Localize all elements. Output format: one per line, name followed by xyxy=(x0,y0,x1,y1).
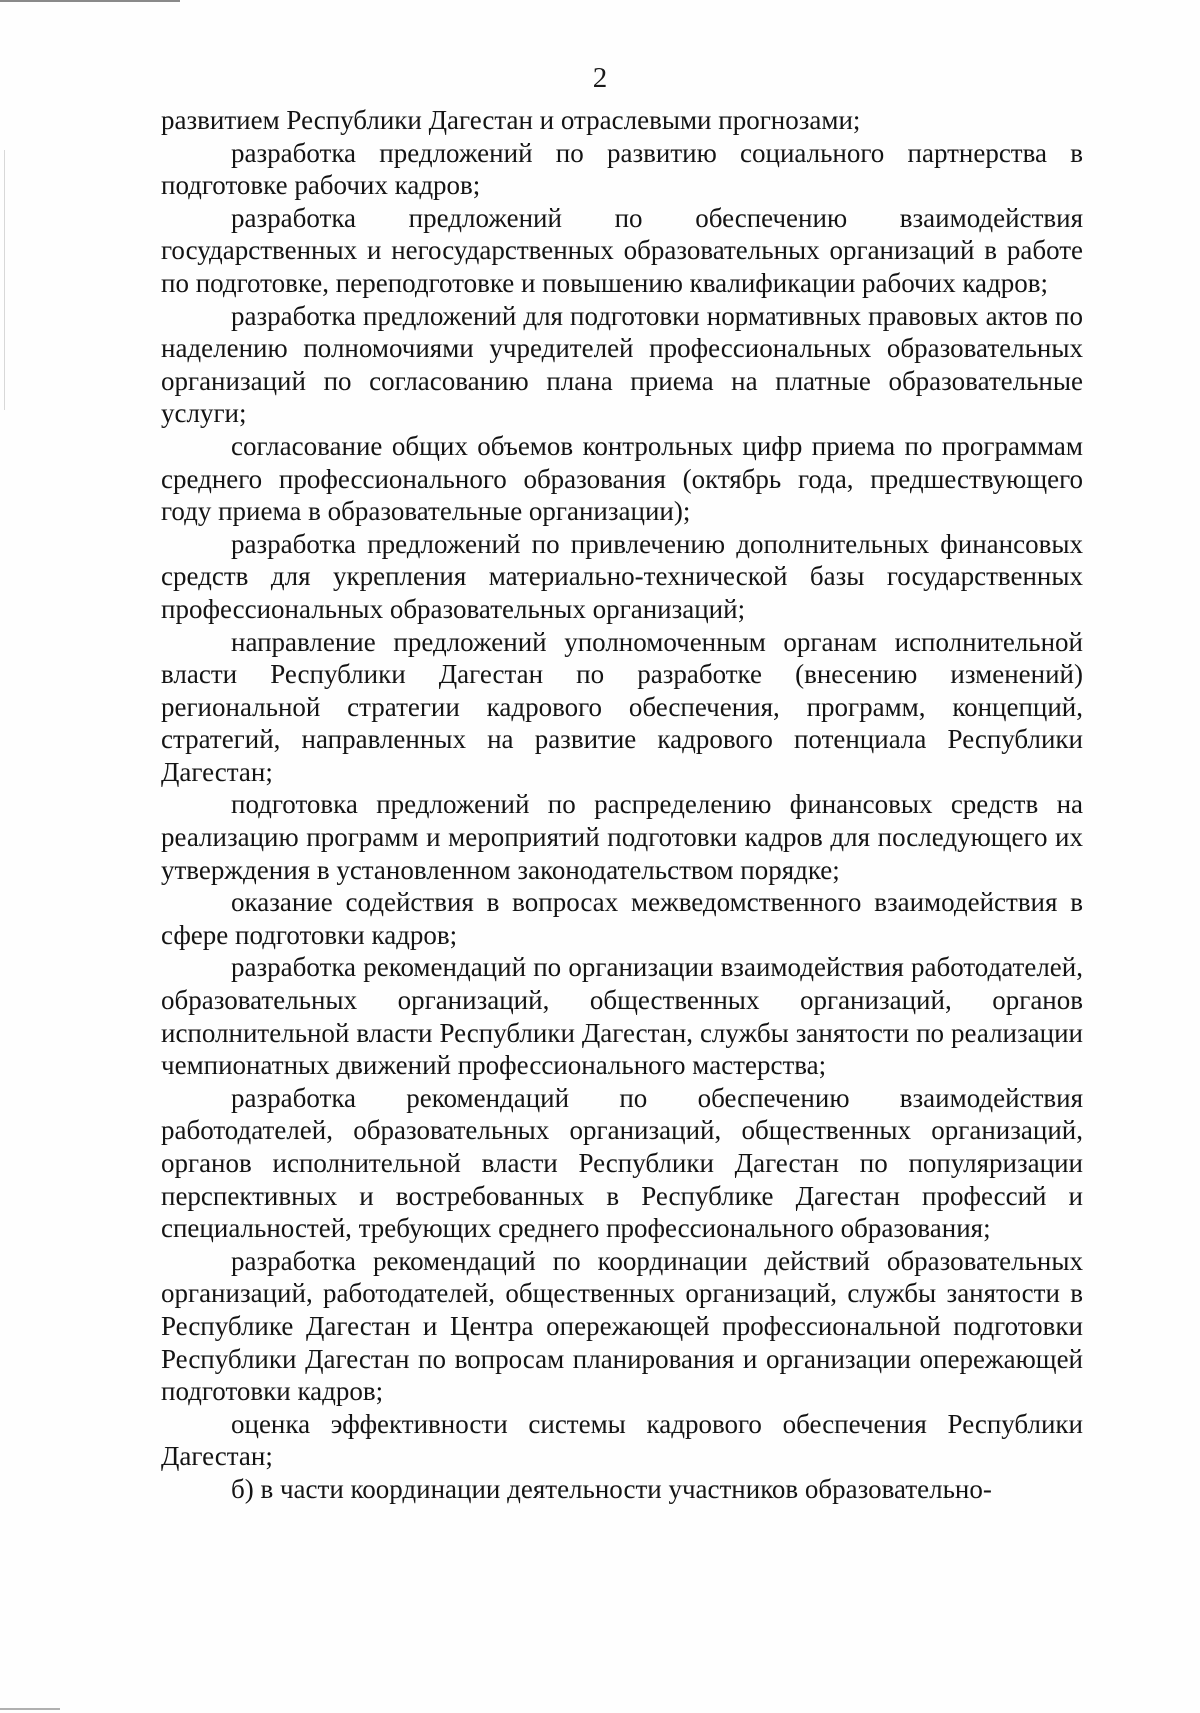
paragraph: разработка предложений по привлечению дополнительных финансовых средств для укрепления материально-технической базы государственных профессиональных образовательных организаций; xyxy=(161,528,1083,624)
paragraph: подготовка предложений по распределению финансовых средств на реализацию программ и мероприятий подготовки кадров для последующего их утверждения в установленном законодательством порядке; xyxy=(161,789,1083,885)
paragraph: оказание содействия в вопросах межведомственного взаимодействия в сфере подготовки кадров; xyxy=(161,887,1083,950)
page-number: 2 xyxy=(592,62,608,94)
paragraph: разработка рекомендаций по организации взаимодействия работодателей, образовательных организаций, общественных организаций, органов исполнительной власти Республики Дагестан, службы занятости по реализации чемпионатных движений профессионального мастерства; xyxy=(161,952,1083,1081)
paragraph: б) в части координации деятельности участников образовательно- xyxy=(231,1473,992,1504)
scan-edge-mark xyxy=(0,0,180,2)
document-body xyxy=(161,104,1083,1506)
paragraph: разработка предложений по развитию социального партнерства в подготовке рабочих кадров; xyxy=(161,137,1083,201)
paragraph: направление предложений уполномоченным органам исполнительной власти Республики Дагестан по разработке (внесению изменений) региональной стратегии кадрового обеспечения, программ, концепций, стратегий, направленных на развитие кадрового потенциала Республики Дагестан; xyxy=(161,626,1083,787)
scan-edge-mark xyxy=(4,150,5,410)
paragraph: согласование общих объемов контрольных цифр приема по программам среднего профессионального образования (октябрь года, предшествующего году приема в образовательные организации); xyxy=(161,430,1083,527)
paragraph: разработка предложений для подготовки нормативных правовых актов по наделению полномочиями учредителей профессиональных образовательных организаций по согласованию плана приема на платные образовательные услуги; xyxy=(161,300,1083,429)
paragraph: оценка эффективности системы кадрового обеспечения Республики Дагестан; xyxy=(161,1408,1083,1472)
paragraph: разработка рекомендаций по обеспечению взаимодействия работодателей, образовательных организаций, общественных организаций, органов исполнительной власти Республики Дагестан по популяризации перспективных и востребованных в Республике Дагестан профессий и специальностей, требующих среднего профессионального образования; xyxy=(161,1082,1083,1244)
paragraph: разработка рекомендаций по координации действий образовательных организаций, работодателей, общественных организаций, службы занятости в Республике Дагестан и Центра опережающей профессиональной подготовки Республики Дагестан по вопросам планирования и организации опережающей подготовки кадров; xyxy=(161,1245,1083,1407)
paragraph: разработка предложений по обеспечению взаимодействия государственных и негосударственных образовательных организаций в работе по подготовке, переподготовке и повышению квалификации рабочих кадров; xyxy=(161,202,1083,298)
scan-edge-mark xyxy=(0,1708,60,1710)
paragraph: развитием Республики Дагестан и отраслевыми прогнозами; xyxy=(161,105,861,135)
